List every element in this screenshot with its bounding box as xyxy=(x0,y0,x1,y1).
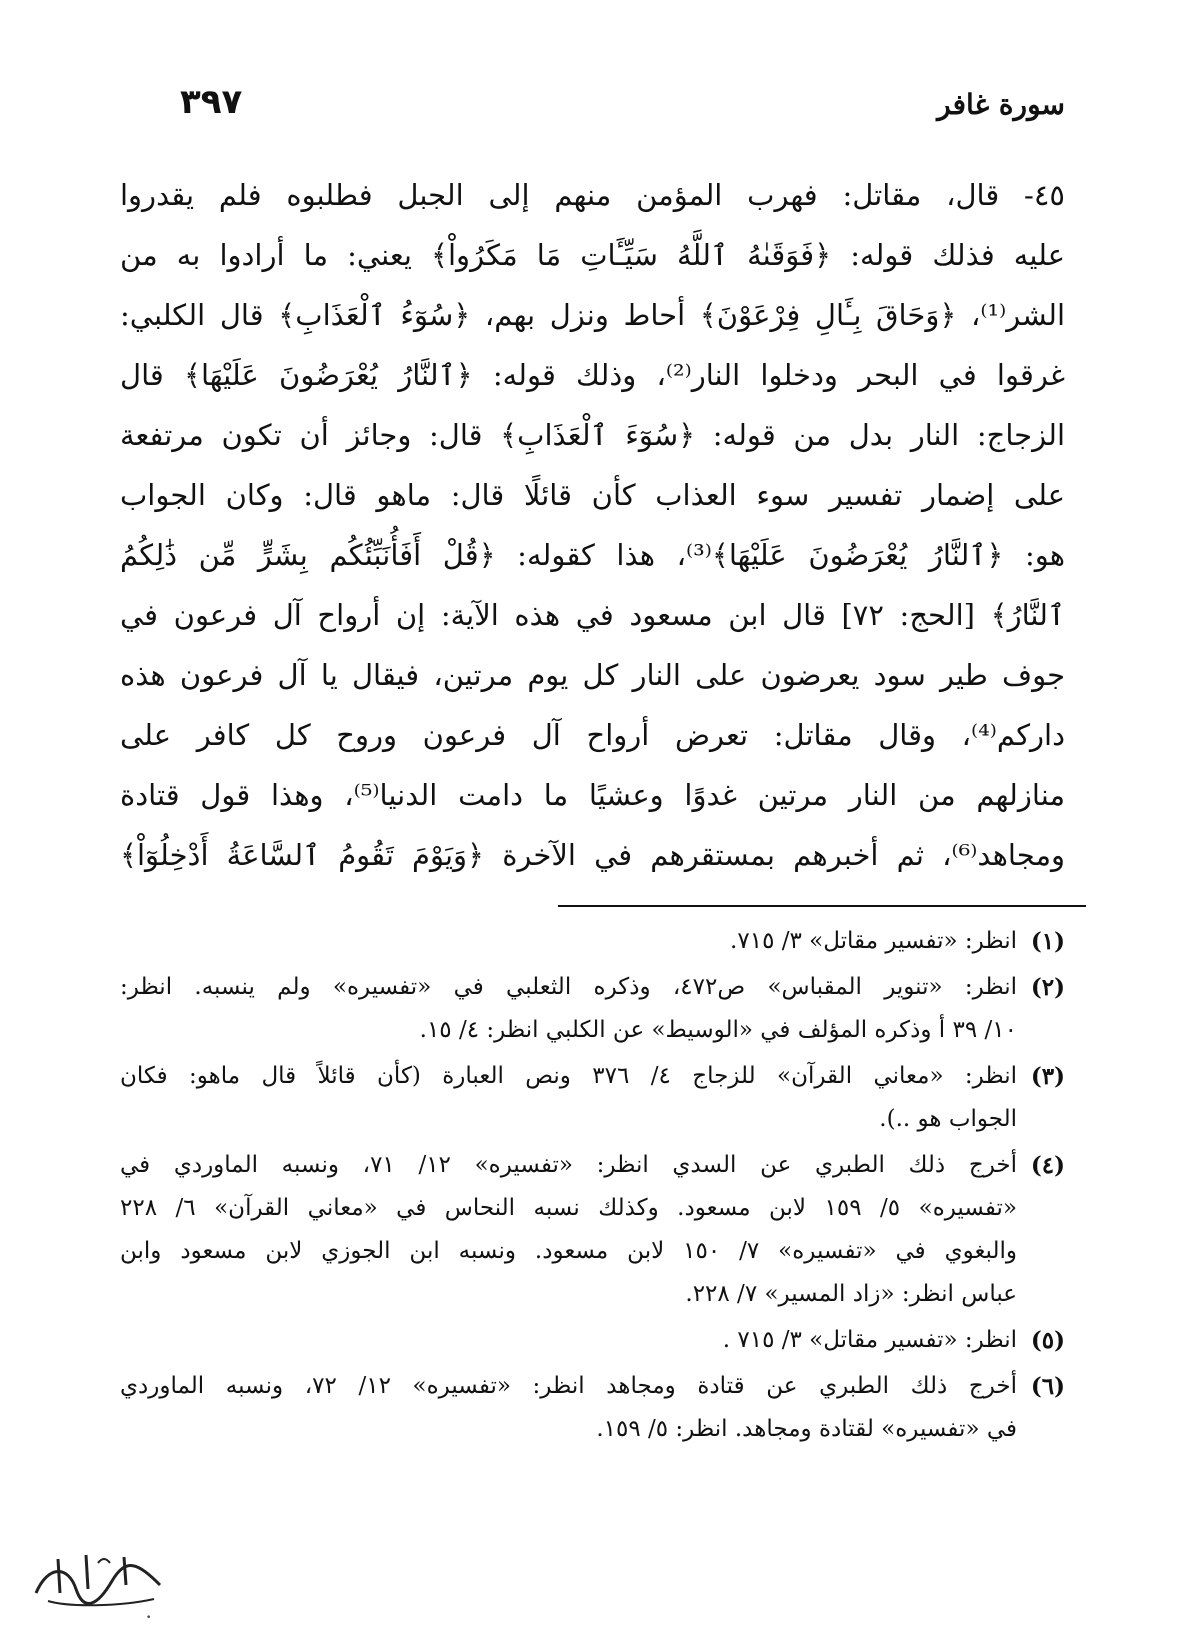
footnote-line: والبغوي في «تفسيره» ٧/ ١٥٠ لابن مسعود. ونسبه ابن الجوزي لابن مسعود وابن xyxy=(120,1238,1017,1264)
footnote-3 xyxy=(120,1055,1065,1141)
footnotes xyxy=(120,920,1065,1454)
footnote-divider xyxy=(558,905,1086,907)
surah-title: سورة غافر xyxy=(937,88,1065,121)
text-line: الشر⁽¹⁾، ﴿وَحَاقَ بِـَٔالِ فِرْعَوْنَ﴾ أحاط ونزل بهم، ﴿سُوٓءُ ٱلْعَذَابِ﴾ قال الكلبي: xyxy=(120,298,1065,332)
footnote-line: عباس انظر: «زاد المسير» ٧/ ٢٢٨. xyxy=(685,1281,1017,1307)
text-line: الزجاج: النار بدل من قوله: ﴿سُوٓءَ ٱلْعَذَابِ﴾ قال: وجائز أن تكون مرتفعة xyxy=(120,418,1065,452)
footnote-number: (٣) xyxy=(1030,1063,1065,1090)
footnote-number: (٢) xyxy=(1030,974,1065,1001)
footnote-line: الجواب هو ..). xyxy=(879,1106,1017,1132)
text-line: ٤٥- قال، مقاتل: فهرب المؤمن منهم إلى الجبل فطلبوه فلم يقدروا xyxy=(120,178,1065,212)
footnote-number: (٤) xyxy=(1030,1152,1065,1179)
footnote-line: انظر: «تفسير مقاتل» ٣/ ٧١٥. xyxy=(730,928,1017,954)
footnote-line: انظر: «تفسير مقاتل» ٣/ ٧١٥ . xyxy=(722,1327,1017,1353)
footnote-line: انظر: «معاني القرآن» للزجاج ٤/ ٣٧٦ ونص العبارة (كأن قائلاً قال ماهو: فكان xyxy=(120,1063,1018,1089)
text-line: غرقوا في البحر ودخلوا النار⁽²⁾، وذلك قوله: ﴿ٱلنَّارُ يُعْرَضُونَ عَلَيْهَا﴾ قال xyxy=(120,358,1065,392)
main-text xyxy=(120,165,1065,885)
footnote-line: انظر: «تنوير المقباس» ص٤٧٢، وذكره الثعلبي في «تفسيره» ولم ينسبه. انظر: xyxy=(120,974,1018,1000)
watermark-logo xyxy=(28,1545,170,1625)
text-line: عليه فذلك قوله: ﴿فَوَقَىٰهُ ٱللَّهُ سَيِّـَٔاتِ مَا مَكَرُواْ﴾ يعني: ما أرادوا به من xyxy=(120,238,1065,272)
footnote-line: ١٠/ ٣٩ أ وذكره المؤلف في «الوسيط» عن الكلبي انظر: ٤/ ١٥. xyxy=(419,1017,1017,1043)
running-header xyxy=(180,82,1065,132)
footnote-6 xyxy=(120,1365,1065,1451)
footnote-line: «تفسيره» ٥/ ١٥٩ لابن مسعود. وكذلك نسبه النحاس في «معاني القرآن» ٦/ ٢٢٨ xyxy=(120,1195,1017,1221)
footnote-line: أخرج ذلك الطبري عن قتادة ومجاهد انظر: «تفسيره» ١٢/ ٧٢، ونسبه الماوردي xyxy=(120,1373,1017,1399)
footnote-line: أخرج ذلك الطبري عن السدي انظر: «تفسيره» ١٢/ ٧١، ونسبه الماوردي في xyxy=(120,1152,1017,1178)
footnote-1 xyxy=(120,920,1065,963)
footnote-number: (١) xyxy=(1030,928,1065,955)
text-line: على إضمار تفسير سوء العذاب كأن قائلًا قال: ماهو قال: وكان الجواب xyxy=(120,478,1065,512)
footnote-2 xyxy=(120,966,1065,1052)
text-line: ومجاهد⁽⁶⁾، ثم أخبرهم بمستقرهم في الآخرة ﴿وَيَوْمَ تَقُومُ ٱلسَّاعَةُ أَدْخِلُوٓاْ﴾ xyxy=(120,838,1065,872)
footnote-number: (٥) xyxy=(1030,1327,1065,1354)
text-line: هو: ﴿ٱلنَّارُ يُعْرَضُونَ عَلَيْهَا﴾⁽³⁾، هذا كقوله: ﴿قُلْ أَفَأُنَبِّئُكُم بِشَرٍّ مِّن ذَٰلِكُمُ xyxy=(120,538,1065,572)
footnote-number: (٦) xyxy=(1030,1373,1065,1400)
text-line: داركم⁽⁴⁾، وقال مقاتل: تعرض أرواح آل فرعون وروح كل كافر على xyxy=(120,718,1065,752)
text-line: منازلهم من النار مرتين غدوًا وعشيًا ما دامت الدنيا⁽⁵⁾، وهذا قول قتادة xyxy=(120,778,1065,812)
footnote-line: في «تفسيره» لقتادة ومجاهد. انظر: ٥/ ١٥٩. xyxy=(596,1416,1017,1442)
text-line: ٱلنَّارُ﴾ [الحج: ٧٢] قال ابن مسعود في هذه الآية: إن أرواح آل فرعون في xyxy=(120,598,1065,632)
footnote-4 xyxy=(120,1144,1065,1316)
text-line: جوف طير سود يعرضون على النار كل يوم مرتين، فيقال يا آل فرعون هذه xyxy=(120,658,1065,692)
footnote-5 xyxy=(120,1319,1065,1362)
page-number: ٣٩٧ xyxy=(180,82,243,122)
watermark-subtext: • xyxy=(146,1613,152,1623)
